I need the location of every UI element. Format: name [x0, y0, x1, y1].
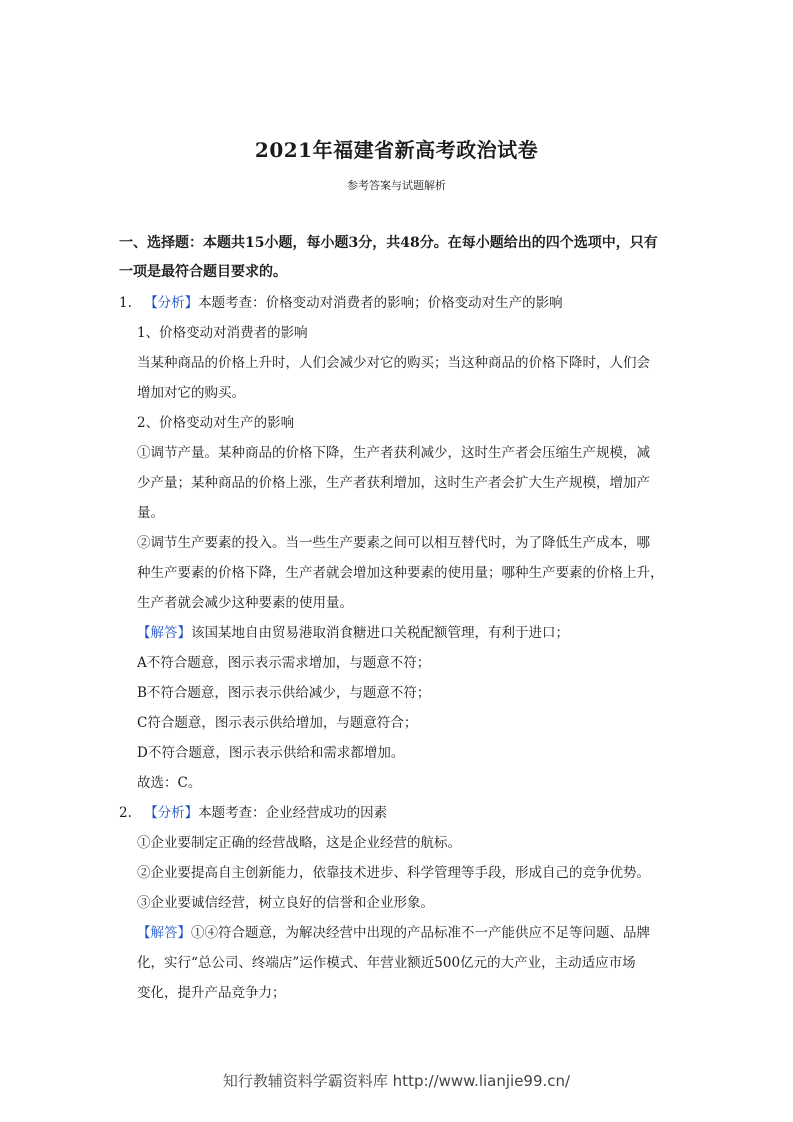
q1-point2a-line-1: ①调节产量。某种商品的价格下降，生产者获利减少，这时生产者会压缩生产规模，减 — [137, 445, 650, 461]
q1-point2b-line-1: ②调节生产要素的投入。当一些生产要素之间可以相互替代时，为了降低生产成本，哪 — [137, 535, 650, 551]
q1-option-b: B不符合题意，图示表示供给减少，与题意不符； — [137, 685, 431, 701]
page-title: 2021年福建省新高考政治试卷 — [254, 138, 539, 162]
q1-point1-heading: 1、价格变动对消费者的影响 — [137, 325, 308, 341]
q1-point2a-line-3: 量。 — [137, 505, 164, 521]
q1-analysis-line — [119, 293, 563, 313]
footer-watermark: 知行教辅资料学霸资料库 http://www.lianjie99.cn/ — [222, 1072, 571, 1090]
q1-option-d: D不符合题意，图示表示供给和需求都增加。 — [137, 745, 405, 761]
q1-answer-line — [137, 623, 569, 643]
q1-option-a: A不符合题意，图示表示需求增加，与题意不符； — [137, 655, 431, 671]
section-heading-line-2: 一项是最符合题目要求的。 — [119, 264, 287, 280]
q1-answer-text: 该国某地自由贸易港取消食糖进口关税配额管理，有利于进口； — [191, 625, 569, 641]
q1-point1-line-1: 当某种商品的价格上升时，人们会减少对它的购买；当这种商品的价格下降时，人们会 — [137, 355, 650, 371]
q1-analysis-tag: 【分析】 — [144, 295, 199, 311]
q2-answer-tag: 【解答】 — [137, 925, 191, 941]
q2-analysis-line — [119, 803, 387, 823]
q1-choice: 故选：C。 — [137, 775, 202, 791]
q2-item-2: ②企业要提高自主创新能力，依靠技术进步、科学管理等手段，形成自己的竞争优势。 — [137, 865, 650, 881]
page-subtitle: 参考答案与试题解析 — [347, 179, 446, 192]
q1-point2b-line-3: 生产者就会减少这种要素的使用量。 — [137, 595, 353, 611]
q1-option-c: C符合题意，图示表示供给增加，与题意符合； — [137, 715, 418, 731]
q2-analysis-tag: 【分析】 — [144, 805, 199, 821]
q2-item-1: ①企业要制定正确的经营战略，这是企业经营的航标。 — [137, 835, 461, 851]
q1-point2-heading: 2、价格变动对生产的影响 — [137, 415, 295, 431]
q1-point2b-line-2: 种生产要素的价格下降，生产者就会增加这种要素的使用量；哪种生产要素的价格上升， — [137, 565, 664, 581]
section-heading-line-1: 一、选择题：本题共15小题，每小题3分，共48分。在每小题给出的四个选项中，只有 — [119, 235, 658, 251]
q1-point1-line-2: 增加对它的购买。 — [137, 385, 245, 401]
q2-analysis-text: 本题考查：企业经营成功的因素 — [198, 805, 388, 821]
q2-number: 2. — [119, 805, 132, 821]
q1-answer-tag: 【解答】 — [137, 625, 191, 641]
q1-number: 1. — [119, 295, 132, 311]
q2-answer-text: ①④符合题意，为解决经营中出现的产品标准不一产能供应不足等问题、品牌 — [191, 925, 650, 941]
q1-point2a-line-2: 少产量；某种商品的价格上涨，生产者获利增加，这时生产者会扩大生产规模，增加产 — [137, 475, 650, 491]
q2-answer-line-3: 变化，提升产品竞争力； — [137, 985, 286, 1001]
q2-item-3: ③企业要诚信经营，树立良好的信誉和企业形象。 — [137, 895, 434, 911]
q2-answer-line-2: 化，实行“总公司、终端店”运作模式、年营业额近500亿元的大产业，主动适应市场 — [137, 955, 636, 971]
q1-analysis-text: 本题考查：价格变动对消费者的影响；价格变动对生产的影响 — [198, 295, 563, 311]
q2-answer-line-1 — [137, 923, 650, 943]
